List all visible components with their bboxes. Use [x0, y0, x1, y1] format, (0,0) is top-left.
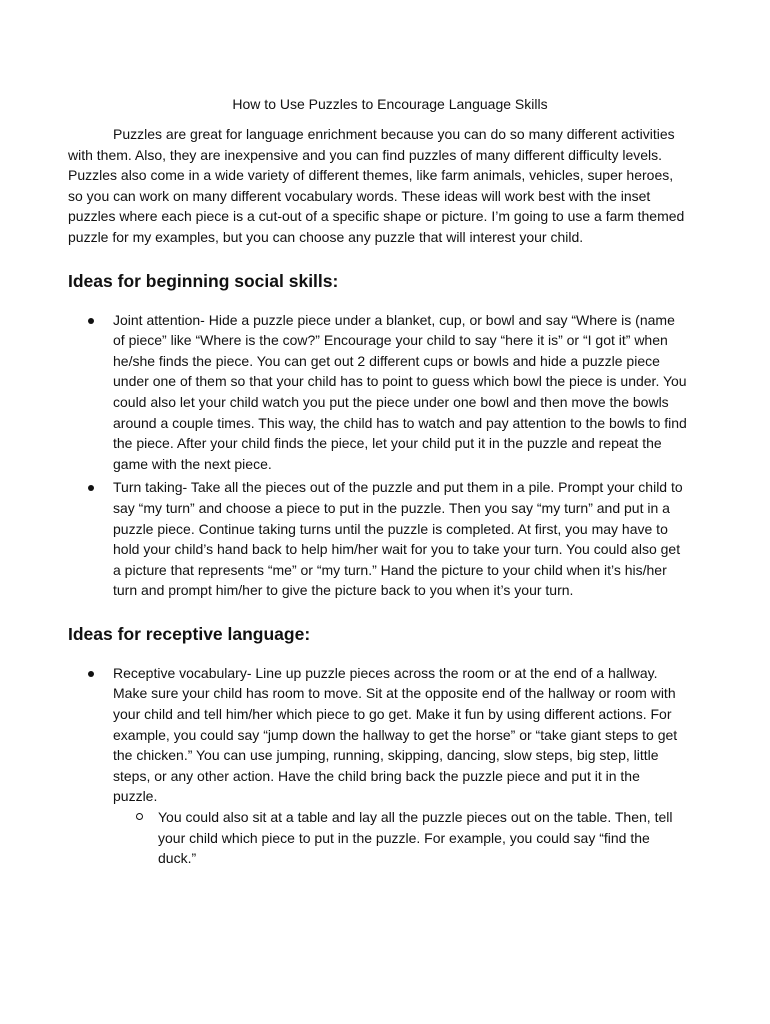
section-heading-receptive-language: Ideas for receptive language: [68, 623, 311, 644]
document-title: How to Use Puzzles to Encourage Language Skills [232, 96, 548, 112]
receptive-language-list [68, 663, 688, 869]
section-heading-social-skills: Ideas for beginning social skills: [68, 270, 339, 291]
hollow-bullet-icon [136, 813, 143, 820]
list-item-text: Joint attention- Hide a puzzle piece under a blanket, cup, or bowl and say “Where is (name of piece” like “Where is the cow?” Encourage your child to say “here it is” or “I got it” when he/she finds the piece. You can get out 2 different cups or bowls and hide a puzzle piece under one of them so that your child has to point to guess which bowl the piece is under. You could also let your child watch you put the piece under one bowl and then move the bowls around a couple times. This way, the child has to watch and pay attention to the bowls to find the piece. After your child finds the piece, let your child put it in the puzzle and repeat the game with the next piece. [113, 311, 687, 472]
list-item-text: Turn taking- Take all the pieces out of the puzzle and put them in a pile. Prompt your child to say “my turn” and choose a piece to put in the puzzle. Then you say “my turn” and put in a puzzle piece. Continue taking turns until the puzzle is completed. At first, you may have to hold your child’s hand back to help him/her wait for you to take your turn. You could also get a picture that represents “me” or “my turn.” Hand the picture to your child when it’s his/her turn and prompt him/her to give the picture back to you when it’s your turn. [113, 479, 683, 599]
receptive-vocabulary-sublist [113, 807, 688, 869]
list-item-text: Receptive vocabulary- Line up puzzle pieces across the room or at the end of a hallway. Make sure your child has room to move. Sit at the opposite end of the hallway or room with your child and tell him/her which piece to go get. Make it fun by using different actions. For example, you could say “jump down the hallway to get the horse” or “take giant steps to get the chicken.” You can use jumping, running, skipping, dancing, slow steps, big step, little steps, or any other action. Have the child bring back the puzzle piece and put it in the puzzle. [113, 664, 678, 805]
list-item-joint-attention [68, 310, 688, 475]
list-item-receptive-vocabulary [68, 663, 688, 869]
intro-paragraph: Puzzles are great for language enrichment because you can do so many different activities with them. Also, they are inexpensive and you can find puzzles of many different difficulty levels. Puzzles also come in a wide variety of different themes, like farm animals, vehicles, super heroes, so you can work on many different vocabulary words. These ideas will work best with the inset puzzles where each piece is a cut-out of a specific shape or picture. I’m going to use a farm themed puzzle for my examples, but you can choose any puzzle that will interest your child. [68, 126, 685, 245]
social-skills-list [68, 310, 688, 601]
bullet-icon [88, 485, 94, 491]
bullet-icon [88, 318, 94, 324]
sublist-item-text: You could also sit at a table and lay all the puzzle pieces out on the table. Then, tell your child which piece to put in the puzzle. For example, you could say “find the duck.” [158, 809, 673, 867]
list-item-turn-taking [68, 477, 688, 601]
sublist-item-table [113, 807, 688, 869]
bullet-icon [88, 671, 94, 677]
